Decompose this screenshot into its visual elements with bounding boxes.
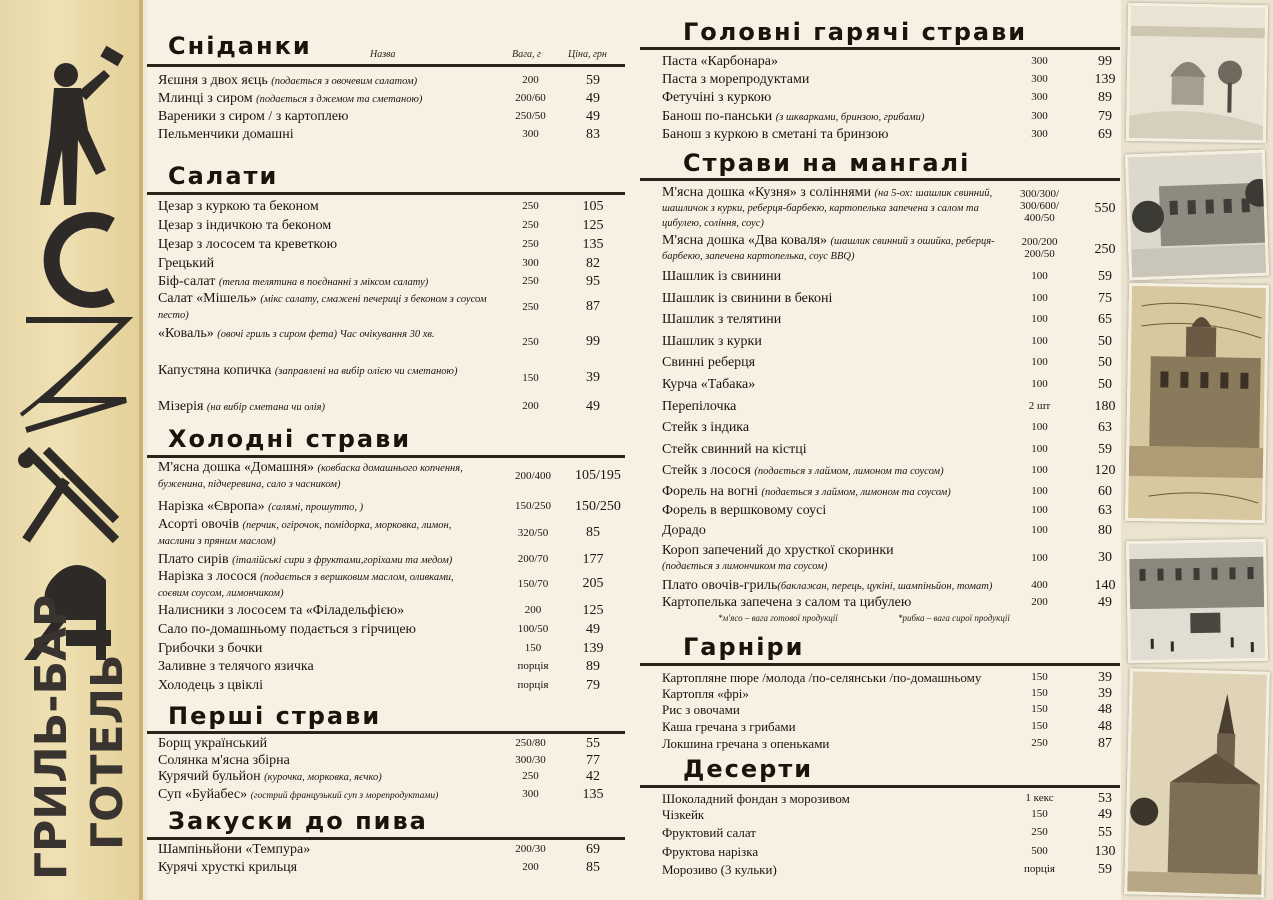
- item-name: Шашлик з курки: [662, 334, 762, 349]
- section-rule: [640, 47, 1120, 50]
- item-weight: 250: [522, 275, 539, 287]
- item-weight: 320/50: [517, 527, 549, 539]
- item-weight: 1 кекс: [1025, 792, 1054, 804]
- item-weight: 150: [1031, 703, 1048, 715]
- item-name: Дорадо: [662, 523, 706, 538]
- item-name: Яєшня з двох яєць: [158, 73, 268, 88]
- item-price: 59: [1098, 269, 1112, 284]
- item-name: Налисники з лососем та «Філадельфією»: [158, 603, 405, 618]
- item-weight: 300: [1031, 73, 1048, 85]
- item-name: Картопелька запечена з салом та цибулею: [662, 595, 912, 610]
- item-name: М'ясна дошка «Кузня» з соліннями: [662, 185, 871, 200]
- section-title-desserts: Десерти: [683, 755, 814, 783]
- item-weight: 150: [522, 372, 539, 384]
- item-price: 50: [1098, 355, 1112, 370]
- item-name: Каша гречана з грибами: [662, 719, 796, 734]
- item-price: 60: [1098, 484, 1112, 499]
- section-title-cold: Холодні страви: [168, 425, 412, 453]
- item-name: Цезар з індичкою та беконом: [158, 218, 332, 233]
- item-desc: (подається з лаймом, лимоном та соусом): [754, 466, 944, 477]
- section-rule: [147, 192, 625, 195]
- item-name: Рис з овочами: [662, 702, 740, 717]
- item-price: 87: [1098, 736, 1112, 751]
- item-weight: порція: [1024, 863, 1055, 875]
- column-header-price: Ціна, грн: [568, 49, 607, 60]
- item-weight: 100: [1031, 443, 1048, 455]
- item-name: Вареники з сиром / з картоплею: [158, 109, 349, 124]
- section-title-breakfast: Сніданки: [168, 32, 312, 60]
- item-weight: 150/70: [517, 578, 549, 590]
- item-name: Шампіньйони «Темпура»: [158, 842, 311, 857]
- item-name: Цезар з лососем та креветкою: [158, 237, 338, 252]
- item-price: 49: [586, 91, 600, 106]
- item-name: Капустяна копичка: [158, 363, 272, 378]
- item-weight: 300: [522, 128, 539, 140]
- item-weight: 200/70: [517, 553, 549, 565]
- brand-title: [16, 430, 136, 890]
- item-weight: 500: [1031, 845, 1048, 857]
- item-weight: 250: [1031, 826, 1048, 838]
- section-rule: [640, 178, 1120, 181]
- item-price: 77: [586, 753, 600, 768]
- item-price: 59: [1098, 442, 1112, 457]
- item-price: 135: [582, 237, 604, 252]
- item-price: 250: [1094, 242, 1116, 257]
- item-name: Холодець з цвіклі: [158, 678, 264, 693]
- item-weight: 100/50: [517, 623, 549, 635]
- brand-line-2: ГОТЕЛЬ: [82, 654, 133, 850]
- building-photo: [1125, 150, 1269, 281]
- item-name: Заливне з телячого язичка: [158, 659, 314, 674]
- item-desc: (ковбаска домашнього копчення, буженина, підчеревина, сало з часником): [158, 463, 463, 490]
- item-desc: (перчик, огірочок, помідорка, морковка, лимон, маслини з пряним маслом): [158, 520, 452, 547]
- item-name: Форель на вогні: [662, 484, 758, 499]
- item-price: 85: [586, 860, 600, 875]
- item-name: Нарізка з лосося: [158, 569, 257, 584]
- item-weight: 300: [522, 788, 539, 800]
- item-price: 140: [1094, 578, 1116, 593]
- item-price: 105/195: [575, 468, 621, 483]
- item-price: 550: [1094, 201, 1116, 216]
- item-name: М'ясна дошка «Домашня»: [158, 460, 315, 475]
- section-title-salads: Салати: [168, 162, 279, 190]
- section-rule: [640, 663, 1120, 666]
- item-name: Шашлик із свинини в беконі: [662, 291, 833, 306]
- item-weight: 250/50: [515, 110, 546, 122]
- item-name: Стейк свинний на кістці: [662, 442, 807, 457]
- item-price: 80: [1098, 523, 1112, 538]
- item-weight: 300: [1031, 128, 1048, 140]
- item-weight: 250: [522, 238, 539, 250]
- item-weight: 250: [522, 770, 539, 782]
- item-price: 180: [1094, 399, 1116, 414]
- item-weight: 100: [1031, 421, 1048, 433]
- item-weight: 200: [1031, 596, 1048, 608]
- item-price: 95: [586, 274, 600, 289]
- item-desc: (баклажан, перець, цукіні, шампіньйон, томат): [777, 581, 993, 592]
- item-weight: 300: [1031, 55, 1048, 67]
- item-name: М'ясна дошка «Два коваля»: [662, 233, 828, 248]
- item-weight: 200/200 200/50: [1021, 236, 1058, 260]
- item-weight: 100: [1031, 504, 1048, 516]
- item-weight: 200: [524, 604, 542, 616]
- church-photo: [1124, 668, 1270, 898]
- item-desc: (подається з джемом та сметаною): [256, 94, 423, 105]
- item-price: 39: [1098, 670, 1112, 685]
- item-price: 49: [586, 109, 600, 124]
- item-desc: (овочі гриль з сиром фета) Час очікування 30 хв.: [217, 329, 435, 340]
- item-weight: 2 шт: [1028, 400, 1051, 412]
- item-price: 30: [1098, 550, 1112, 565]
- item-weight: 100: [1031, 270, 1048, 282]
- item-weight: 150: [1031, 687, 1048, 699]
- item-name: Асорті овочів: [158, 517, 239, 532]
- item-price: 83: [586, 127, 600, 142]
- item-name: Свинні реберця: [662, 355, 756, 370]
- item-name: Паста з морепродуктами: [662, 72, 810, 87]
- section-rule: [147, 64, 625, 67]
- item-desc: (шашлик свинний з ошийка, реберця-барбекю, запечена картопелька, соус BBQ): [662, 236, 995, 262]
- item-weight: 200/30: [515, 843, 546, 855]
- item-name: Плато овочів-гриль: [662, 578, 778, 593]
- item-desc: (гострий французький суп з морепродуктами): [250, 791, 439, 801]
- item-weight: 150: [1031, 720, 1048, 732]
- item-weight: 100: [1031, 335, 1048, 347]
- item-name: Стейк з лосося: [662, 463, 751, 478]
- item-desc: (подається з овочевим салатом): [271, 76, 418, 87]
- item-weight: 250: [522, 336, 539, 348]
- item-name: Шашлик із свинини: [662, 269, 782, 284]
- item-name: Плато сирів: [158, 552, 229, 567]
- item-weight: 150: [1031, 671, 1048, 683]
- item-price: 65: [1098, 312, 1112, 327]
- item-name: Грецький: [158, 256, 215, 271]
- item-name: Нарізка «Європа»: [158, 499, 265, 514]
- item-price: 75: [1098, 291, 1112, 306]
- item-price: 55: [586, 736, 600, 751]
- item-weight: 100: [1031, 524, 1048, 536]
- item-name: Мізерія: [158, 399, 204, 414]
- item-price: 135: [582, 787, 604, 802]
- item-name: Морозиво (3 кульки): [662, 862, 777, 877]
- item-price: 89: [1098, 90, 1112, 105]
- item-price: 69: [586, 842, 600, 857]
- item-weight: порція: [517, 660, 549, 672]
- item-price: 48: [1098, 702, 1112, 717]
- item-price: 59: [586, 73, 600, 88]
- brand-line-1: ГРИЛЬ-БАР: [26, 594, 77, 880]
- item-desc: (заправлені на вибір олією чи сметаною): [274, 366, 458, 377]
- item-desc: (мікс салату, смажені печериці з беконом з соусом песто): [158, 294, 487, 321]
- item-name: Чізкейк: [662, 807, 705, 822]
- item-price: 63: [1098, 503, 1112, 518]
- item-name: Фруктова нарізка: [662, 844, 759, 859]
- item-name: Курячий бульйон: [158, 769, 261, 784]
- item-price: 49: [586, 622, 600, 637]
- item-weight: 100: [1031, 292, 1048, 304]
- item-weight: 100: [1031, 378, 1048, 390]
- item-price: 99: [1098, 54, 1112, 69]
- item-name: Курячі хрусткі крильця: [158, 860, 298, 875]
- item-price: 79: [1098, 109, 1112, 124]
- vintage-photo-strip: [1121, 0, 1273, 900]
- item-name: Цезар з куркою та беконом: [158, 199, 319, 214]
- item-price: 139: [582, 641, 604, 656]
- postcard-tower-photo: [1125, 283, 1269, 523]
- item-price: 139: [1094, 72, 1116, 87]
- item-price: 205: [582, 576, 604, 591]
- item-weight: 150: [524, 642, 542, 654]
- item-name: Сало по-домашньому подається з гірчицею: [158, 622, 417, 637]
- item-desc: (салямі, прошутто, ): [268, 502, 364, 513]
- section-rule: [147, 455, 625, 458]
- item-desc: (подається з лаймом, лимоном та соусом): [761, 487, 951, 498]
- item-weight: 200/400: [514, 470, 552, 482]
- church-scene-icon: [1127, 671, 1270, 898]
- item-weight: 100: [1031, 552, 1048, 564]
- item-price: 87: [586, 299, 600, 314]
- item-price: 50: [1098, 334, 1112, 349]
- item-price: 50: [1098, 377, 1112, 392]
- item-name: Фруктовий салат: [662, 825, 756, 840]
- section-title-grill: Страви на мангалі: [683, 149, 971, 177]
- weight-note-meat: *м'ясо – вага готової продукції: [718, 613, 838, 623]
- item-name: Локшина гречана з опеньками: [662, 736, 830, 751]
- item-price: 53: [1098, 791, 1112, 806]
- item-price: 69: [1098, 127, 1112, 142]
- section-title-sides: Гарніри: [683, 633, 805, 661]
- item-name: Борщ український: [158, 736, 268, 751]
- item-weight: 300: [1031, 91, 1048, 103]
- item-price: 177: [582, 552, 604, 567]
- item-name: «Коваль»: [158, 326, 214, 341]
- item-weight: 250: [1031, 737, 1048, 749]
- square-scene-icon: [1129, 542, 1268, 663]
- item-weight: 250/80: [515, 737, 546, 749]
- item-price: 105: [582, 199, 604, 214]
- item-weight: 200: [522, 861, 539, 873]
- item-weight: 300: [1031, 110, 1048, 122]
- item-price: 49: [1098, 807, 1112, 822]
- item-weight: 250: [522, 200, 539, 212]
- square-photo: [1126, 539, 1268, 663]
- item-price: 120: [1094, 463, 1116, 478]
- item-name: Банош з куркою в сметані та бринзою: [662, 127, 889, 142]
- item-weight: 100: [1031, 313, 1048, 325]
- item-price: 79: [586, 678, 600, 693]
- column-header-name: Назва: [370, 49, 396, 60]
- item-name: Курча «Табака»: [662, 377, 756, 392]
- item-price: 130: [1094, 844, 1116, 859]
- item-name: Картопля «фрі»: [662, 686, 749, 701]
- item-name: Фетучіні з куркою: [662, 90, 772, 105]
- street-scene-icon: [1129, 6, 1268, 143]
- item-price: 59: [1098, 862, 1112, 877]
- item-weight: 250: [522, 301, 539, 313]
- item-name: Картопляне пюре /молода /по-селянськи /по-домашньому: [662, 670, 982, 685]
- item-desc: (італійські сири з фруктами,горіхами та медом): [232, 555, 453, 566]
- item-desc: (тепла телятина в поєднанні з міксом салату): [218, 277, 429, 288]
- item-price: 82: [586, 256, 600, 271]
- item-name: Короп запечений до хрусткої скоринки: [662, 543, 894, 558]
- item-name: Біф-салат: [158, 274, 216, 289]
- item-name: Банош по-панськи: [662, 109, 773, 124]
- item-desc: (на 5-ох: шашлик свинний, шашличок з курки, реберця-барбекю, картопелька запечена з салом та цибулею, соління, соус): [662, 188, 993, 229]
- item-desc: (подається з вершковим маслом, оливками, соєвим соусом, лимончиком): [158, 572, 454, 599]
- item-weight: 300/300/ 300/600/ 400/50: [1019, 188, 1060, 224]
- item-price: 48: [1098, 719, 1112, 734]
- item-weight: 150/250: [514, 500, 552, 512]
- item-name: Солянка м'ясна збірна: [158, 753, 290, 768]
- item-weight: 300: [522, 257, 539, 269]
- item-weight: 250: [522, 219, 539, 231]
- street-photo: [1126, 3, 1268, 143]
- item-weight: 200: [522, 400, 539, 412]
- item-name: Шоколадний фондан з морозивом: [662, 791, 850, 806]
- section-rule: [147, 837, 625, 840]
- item-price: 63: [1098, 420, 1112, 435]
- item-name: Грибочки з бочки: [158, 641, 263, 656]
- item-price: 49: [1098, 595, 1112, 610]
- item-name: Перепілочка: [662, 399, 737, 414]
- item-weight: 200: [522, 74, 539, 86]
- item-name: Шашлик з телятини: [662, 312, 782, 327]
- item-price: 55: [1098, 825, 1112, 840]
- building-scene-icon: [1128, 152, 1269, 280]
- item-weight: 300/30: [515, 754, 546, 766]
- weight-note-fish: *рибка – вага сирої продукції: [898, 613, 1010, 623]
- item-name: Стейк з індика: [662, 420, 750, 435]
- item-name: Пельменчики домашні: [158, 127, 294, 142]
- item-name: Паста «Карбонара»: [662, 54, 778, 69]
- item-name: Суп «Буйабес»: [158, 787, 248, 802]
- item-price: 89: [586, 659, 600, 674]
- item-weight: 100: [1031, 356, 1048, 368]
- item-price: 125: [582, 603, 604, 618]
- section-title-snacks: Закуски до пива: [168, 807, 428, 835]
- item-weight: 150: [1031, 808, 1048, 820]
- tower-scene-icon: [1128, 286, 1269, 523]
- item-price: 42: [586, 769, 600, 784]
- item-weight: 100: [1031, 464, 1048, 476]
- item-price: 150/250: [575, 499, 621, 514]
- section-rule: [640, 785, 1120, 788]
- item-name: Форель в вершковому соусі: [662, 503, 827, 518]
- item-weight: 100: [1031, 485, 1048, 497]
- item-weight: 200/60: [515, 92, 546, 104]
- section-rule: [147, 731, 625, 734]
- item-weight: порція: [517, 679, 549, 691]
- item-price: 99: [586, 334, 600, 349]
- item-desc: (подається з лимончиком та соусом): [662, 561, 828, 572]
- column-header-weight: Вага, г: [512, 49, 541, 60]
- item-price: 49: [586, 399, 600, 414]
- section-title-hot: Головні гарячі страви: [683, 18, 1028, 46]
- section-title-first: Перші страви: [168, 702, 382, 730]
- item-price: 39: [586, 370, 600, 385]
- item-name: Салат «Мішель»: [158, 291, 257, 306]
- item-desc: (курочка, морковка, яєчко): [264, 772, 382, 783]
- item-price: 125: [582, 218, 604, 233]
- item-desc: (на вибір сметана чи олія): [206, 402, 326, 413]
- brand-strip: [0, 0, 143, 900]
- item-price: 39: [1098, 686, 1112, 701]
- item-name: Млинці з сиром: [158, 91, 253, 106]
- item-weight: 400: [1031, 579, 1048, 591]
- item-price: 85: [586, 525, 600, 540]
- item-desc: (з шкварками, бринзою, грибами): [775, 112, 925, 123]
